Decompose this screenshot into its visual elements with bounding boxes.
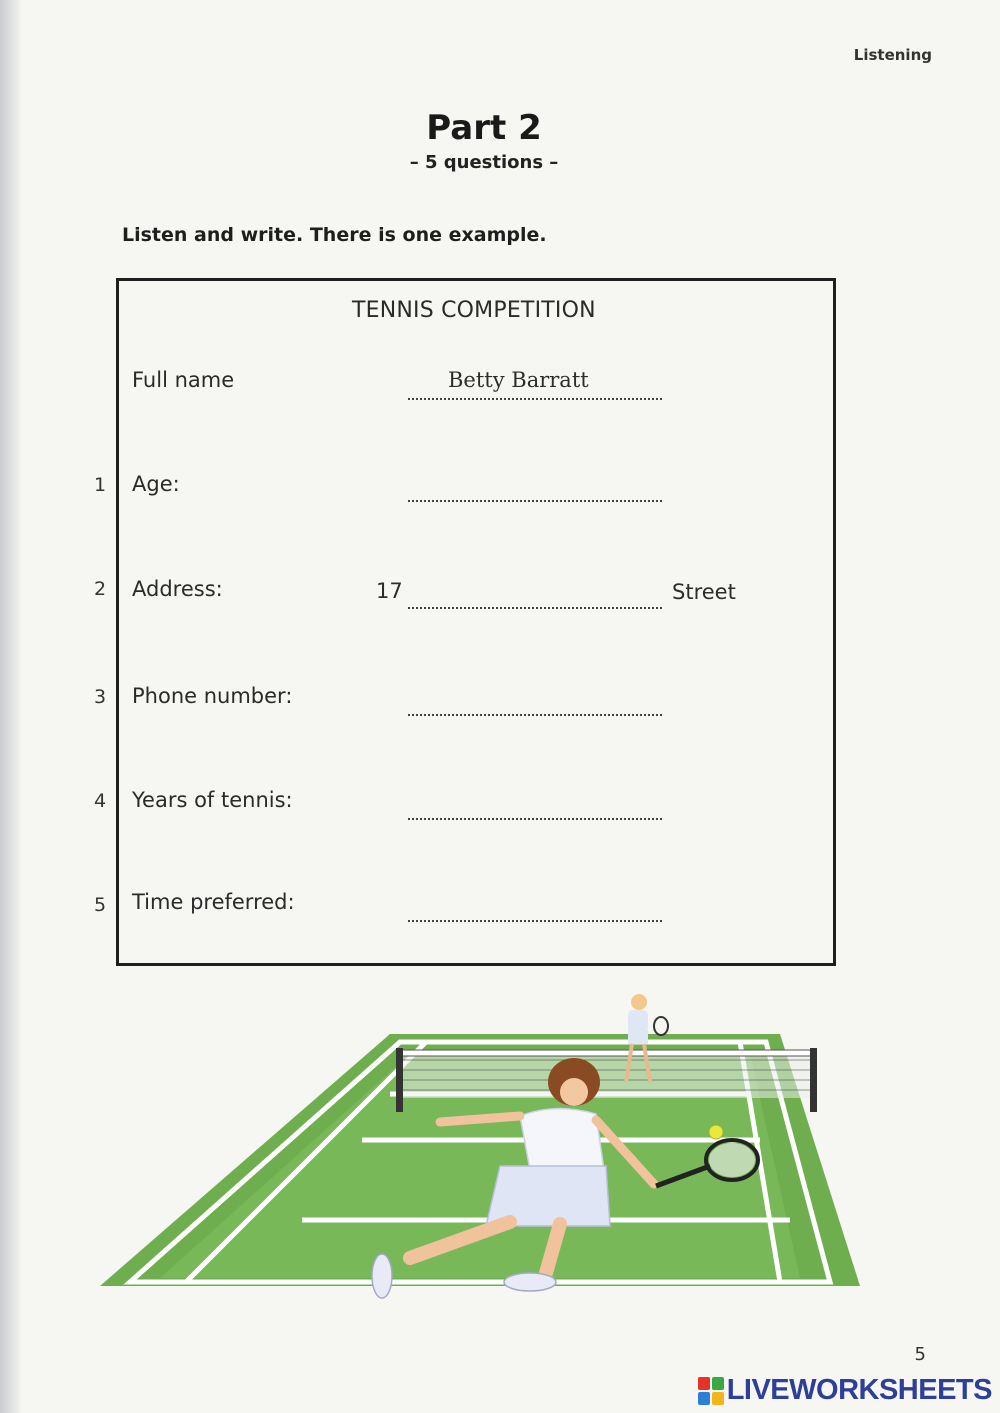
example-answer-line xyxy=(408,398,662,400)
page-number: 5 xyxy=(914,1344,926,1365)
answer-field-phone[interactable] xyxy=(408,714,662,716)
question-number: 1 xyxy=(94,474,107,496)
question-number: 2 xyxy=(94,578,107,600)
question-label-age: Age: xyxy=(132,472,180,496)
answer-field-time[interactable] xyxy=(408,920,662,922)
example-label: Full name xyxy=(132,368,235,392)
tennis-ball xyxy=(709,1125,723,1139)
part-subtitle: – 5 questions – xyxy=(409,152,559,173)
tennis-court-illustration xyxy=(90,990,880,1310)
section-label: Listening xyxy=(853,46,932,64)
instruction-text: Listen and write. There is one example. xyxy=(122,224,547,246)
page-binding-shadow xyxy=(0,0,22,1413)
address-prefix: 17 xyxy=(376,579,403,603)
question-label-address: Address: xyxy=(132,577,223,601)
answer-field-years[interactable] xyxy=(408,818,662,820)
question-number: 3 xyxy=(94,686,107,708)
address-suffix: Street xyxy=(672,580,736,604)
part-title: Part 2 xyxy=(426,108,542,148)
question-label-years: Years of tennis: xyxy=(132,788,293,812)
question-label-time: Time preferred: xyxy=(132,890,295,914)
watermark-text: LIVEWORKSHEETS xyxy=(726,1374,992,1406)
question-number: 5 xyxy=(94,894,107,916)
watermark xyxy=(698,1374,992,1407)
liveworksheets-logo-icon xyxy=(698,1377,724,1405)
answer-field-address[interactable] xyxy=(408,607,662,609)
form-title: TENNIS COMPETITION xyxy=(352,298,596,323)
answer-field-age[interactable] xyxy=(408,500,662,502)
example-answer: Betty Barratt xyxy=(448,368,589,392)
question-number: 4 xyxy=(94,790,107,812)
question-label-phone: Phone number: xyxy=(132,684,293,708)
